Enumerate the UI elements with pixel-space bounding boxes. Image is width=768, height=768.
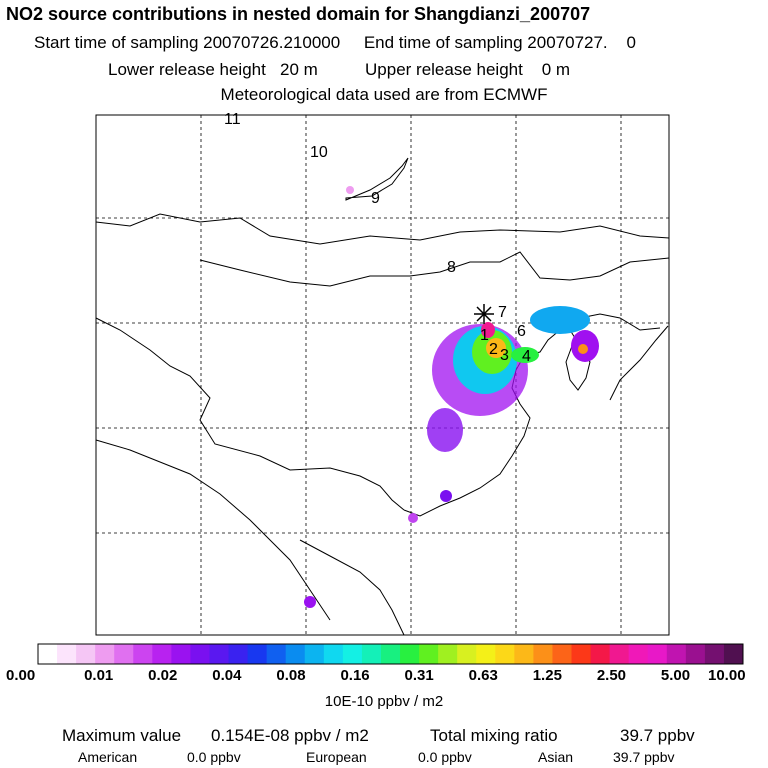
- plume-ne: [530, 306, 590, 334]
- colorbar-segment: [57, 644, 77, 664]
- total-mixing-label: Total mixing ratio: [430, 726, 558, 745]
- sampling-time-line: Start time of sampling 20070726.210000 End time of sampling 20070727. 0: [34, 33, 636, 52]
- colorbar-segment: [457, 644, 477, 664]
- colorbar-tick-label: 0.01: [84, 667, 114, 684]
- plume-korea-core: [578, 344, 588, 354]
- colorbar-segment: [362, 644, 382, 664]
- european-label: European: [306, 749, 367, 765]
- contour-label-2: 2: [489, 341, 498, 358]
- colorbar-tick-label: 1.25: [532, 667, 562, 684]
- colorbar-tick-label: 0.02: [148, 667, 178, 684]
- contour-label-3: 3: [500, 347, 509, 364]
- colorbar-segment: [305, 644, 325, 664]
- colorbar-segment: [152, 644, 172, 664]
- colorbar-segment: [476, 644, 496, 664]
- plume-tail-south: [427, 408, 463, 452]
- american-value: 0.0 ppbv: [187, 749, 241, 765]
- colorbar-tick-label: 0.08: [276, 667, 306, 684]
- contour-label-6: 6: [517, 323, 526, 340]
- colorbar-segment: [133, 644, 153, 664]
- station-marker: [474, 304, 494, 324]
- colorbar-tick-label: 0.00: [6, 667, 36, 684]
- colorbar-segment: [343, 644, 363, 664]
- colorbar-tick-label: 2.50: [596, 667, 627, 684]
- colorbar-segment: [95, 644, 115, 664]
- plume-spot-2: [408, 513, 418, 523]
- colorbar-segment: [209, 644, 229, 664]
- release-height-line: Lower release height 20 m Upper release height 0 m: [108, 60, 571, 79]
- american-label: American: [78, 749, 138, 765]
- contour-label-4: 4: [522, 348, 531, 365]
- asian-label: Asian: [538, 749, 574, 765]
- contour-label-1: 1: [480, 327, 489, 344]
- colorbar-segment: [495, 644, 515, 664]
- max-value-label: Maximum value: [62, 726, 182, 745]
- plume-spot-4: [346, 186, 354, 194]
- colorbar-segment: [629, 644, 649, 664]
- contour-label-7: 7: [498, 304, 507, 321]
- colorbar-segment: [286, 644, 306, 664]
- colorbar-segment: [190, 644, 210, 664]
- colorbar-segment: [267, 644, 287, 664]
- plume-spot-3: [304, 596, 316, 608]
- colorbar-segment: [229, 644, 249, 664]
- colorbar-segment: [38, 644, 58, 664]
- colorbar-tick-label: 0.31: [404, 667, 434, 684]
- colorbar-segment: [400, 644, 420, 664]
- asian-value: 39.7 ppbv: [613, 749, 675, 765]
- colorbar-tick-label: 10.00: [708, 667, 746, 684]
- colorbar: [38, 644, 744, 664]
- contour-label-8: 8: [447, 259, 456, 276]
- colorbar-segment: [324, 644, 344, 664]
- colorbar-tick-label: 0.63: [468, 667, 498, 684]
- chart-title: NO2 source contributions in nested domain for Shangdianzi_200707: [6, 4, 591, 24]
- colorbar-units: 10E-10 ppbv / m2: [324, 693, 444, 710]
- colorbar-segment: [552, 644, 572, 664]
- colorbar-segment: [381, 644, 401, 664]
- colorbar-segment: [438, 644, 458, 664]
- colorbar-tick-label: 5.00: [660, 667, 691, 684]
- colorbar-segment: [171, 644, 191, 664]
- colorbar-segment: [533, 644, 553, 664]
- colorbar-segment: [248, 644, 268, 664]
- total-mixing-value: 39.7 ppbv: [620, 726, 695, 745]
- max-value: 0.154E-08 ppbv / m2: [211, 726, 369, 745]
- colorbar-tick-label: 0.16: [340, 667, 370, 684]
- colorbar-segment: [705, 644, 725, 664]
- colorbar-segment: [76, 644, 96, 664]
- colorbar-segment: [591, 644, 611, 664]
- colorbar-segment: [724, 644, 744, 664]
- plume-spot-1: [440, 490, 452, 502]
- meteorological-data-line: Meteorological data used are from ECMWF: [220, 85, 548, 104]
- contour-label-9: 9: [371, 190, 380, 207]
- colorbar-segment: [610, 644, 630, 664]
- contour-label-10: 10: [310, 144, 328, 161]
- colorbar-segment: [648, 644, 668, 664]
- colorbar-segment: [686, 644, 706, 664]
- colorbar-segment: [667, 644, 687, 664]
- colorbar-segment: [514, 644, 534, 664]
- colorbar-segment: [419, 644, 439, 664]
- colorbar-segment: [114, 644, 134, 664]
- contour-label-11: 11: [224, 111, 241, 128]
- colorbar-segment: [572, 644, 592, 664]
- european-value: 0.0 ppbv: [418, 749, 472, 765]
- map-frame: [96, 115, 669, 635]
- colorbar-tick-label: 0.04: [212, 667, 242, 684]
